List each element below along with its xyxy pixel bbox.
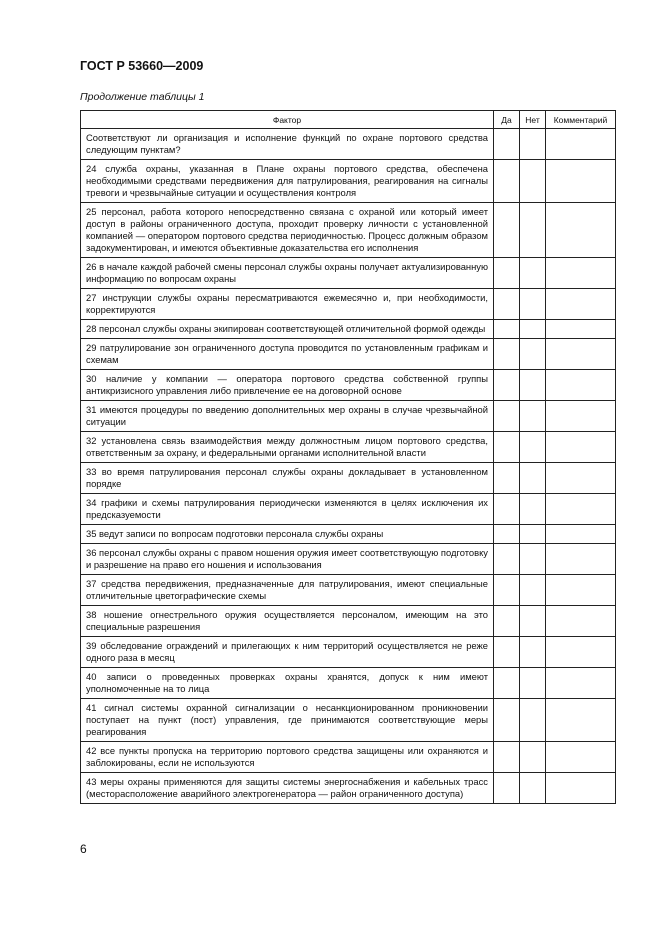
factor-cell: 24 служба охраны, указанная в Плане охраны портового средства, обеспечена необходимыми средствами передвижения для патрулирования, реагирования на сигналы тревоги и чрезвычайные ситуации и осуществления контроля: [81, 160, 494, 203]
yes-cell: [494, 401, 520, 432]
table-row: [81, 699, 616, 742]
comment-cell: [546, 606, 616, 637]
factor-cell: 38 ношение огнестрельного оружия осуществляется персоналом, имеющим на это специальные разрешения: [81, 606, 494, 637]
table-row: [81, 289, 616, 320]
table-row: [81, 544, 616, 575]
yes-cell: [494, 463, 520, 494]
factor-cell: 33 во время патрулирования персонал службы охраны докладывает в установленном порядке: [81, 463, 494, 494]
comment-cell: [546, 370, 616, 401]
comment-cell: [546, 432, 616, 463]
no-cell: [520, 289, 546, 320]
yes-cell: [494, 668, 520, 699]
no-cell: [520, 160, 546, 203]
comment-cell: [546, 494, 616, 525]
no-cell: [520, 320, 546, 339]
document-standard-title: ГОСТ Р 53660—2009: [80, 59, 204, 73]
no-cell: [520, 575, 546, 606]
table-row: [81, 370, 616, 401]
factor-cell: Соответствуют ли организация и исполнение функций по охране портового средства следующим пунктам?: [81, 129, 494, 160]
yes-cell: [494, 494, 520, 525]
factor-cell: 30 наличие у компании — оператора портового средства собственной группы антикризисного управления либо привлечение ее на договорной основе: [81, 370, 494, 401]
no-cell: [520, 742, 546, 773]
no-cell: [520, 525, 546, 544]
no-cell: [520, 370, 546, 401]
table-row: [81, 668, 616, 699]
yes-cell: [494, 575, 520, 606]
comment-cell: [546, 203, 616, 258]
no-cell: [520, 544, 546, 575]
factor-cell: 43 меры охраны применяются для защиты системы энергоснабжения и кабельных трасс (месторасположение аварийного электрогенератора — район ограниченного доступа): [81, 773, 494, 804]
column-header-factor: Фактор: [81, 111, 494, 129]
page-number: 6: [80, 842, 87, 856]
column-header-no: Нет: [520, 111, 546, 129]
no-cell: [520, 129, 546, 160]
comment-cell: [546, 320, 616, 339]
no-cell: [520, 339, 546, 370]
yes-cell: [494, 606, 520, 637]
table-row: [81, 320, 616, 339]
factor-cell: 31 имеются процедуры по введению дополнительных мер охраны в случае чрезвычайной ситуации: [81, 401, 494, 432]
yes-cell: [494, 544, 520, 575]
table-row: [81, 401, 616, 432]
comment-cell: [546, 258, 616, 289]
table-row: [81, 742, 616, 773]
comment-cell: [546, 575, 616, 606]
yes-cell: [494, 129, 520, 160]
no-cell: [520, 401, 546, 432]
yes-cell: [494, 525, 520, 544]
table-row: [81, 525, 616, 544]
no-cell: [520, 494, 546, 525]
factor-cell: 42 все пункты пропуска на территорию портового средства защищены или охраняются и заблокированы, если не используются: [81, 742, 494, 773]
yes-cell: [494, 773, 520, 804]
column-header-comment: Комментарий: [546, 111, 616, 129]
yes-cell: [494, 203, 520, 258]
factor-cell: 32 установлена связь взаимодействия между должностным лицом портового средства, ответственным за охрану, и федеральными органами исполнительной власти: [81, 432, 494, 463]
factor-cell: 35 ведут записи по вопросам подготовки персонала службы охраны: [81, 525, 494, 544]
comment-cell: [546, 742, 616, 773]
comment-cell: [546, 773, 616, 804]
yes-cell: [494, 699, 520, 742]
table-row: [81, 160, 616, 203]
yes-cell: [494, 258, 520, 289]
factor-cell: 34 графики и схемы патрулирования периодически изменяются в целях исключения их предсказуемости: [81, 494, 494, 525]
table-header-row: [81, 111, 616, 129]
factor-cell: 36 персонал службы охраны с правом ношения оружия имеет соответствующую подготовку и разрешение на право его ношения и использования: [81, 544, 494, 575]
yes-cell: [494, 339, 520, 370]
comment-cell: [546, 401, 616, 432]
table-row: [81, 129, 616, 160]
column-header-yes: Да: [494, 111, 520, 129]
factor-cell: 40 записи о проведенных проверках охраны хранятся, допуск к ним имеют уполномоченные на то лица: [81, 668, 494, 699]
factor-cell: 28 персонал службы охраны экипирован соответствующей отличительной формой одежды: [81, 320, 494, 339]
no-cell: [520, 773, 546, 804]
yes-cell: [494, 432, 520, 463]
table-row: [81, 637, 616, 668]
comment-cell: [546, 160, 616, 203]
no-cell: [520, 203, 546, 258]
no-cell: [520, 463, 546, 494]
table-row: [81, 494, 616, 525]
table-continuation-caption: Продолжение таблицы 1: [80, 91, 205, 103]
no-cell: [520, 699, 546, 742]
yes-cell: [494, 742, 520, 773]
table-row: [81, 606, 616, 637]
factor-cell: 37 средства передвижения, предназначенные для патрулирования, имеют специальные отличительные цветографические схемы: [81, 575, 494, 606]
no-cell: [520, 432, 546, 463]
table-row: [81, 575, 616, 606]
table-row: [81, 432, 616, 463]
yes-cell: [494, 160, 520, 203]
table-row: [81, 463, 616, 494]
yes-cell: [494, 637, 520, 668]
table-row: [81, 339, 616, 370]
factors-table: [80, 110, 616, 804]
table-row: [81, 773, 616, 804]
factor-cell: 26 в начале каждой рабочей смены персонал службы охраны получает актуализированную информацию по вопросам охраны: [81, 258, 494, 289]
factor-cell: 25 персонал, работа которого непосредственно связана с охраной или который имеет доступ в районы ограниченного доступа, проходит проверку личности с установленной компанией — оператором портового средства периодичностью. Процесс должным образом задокументирован, и имеются объективные доказательства его исполнения: [81, 203, 494, 258]
yes-cell: [494, 370, 520, 401]
comment-cell: [546, 668, 616, 699]
comment-cell: [546, 637, 616, 668]
comment-cell: [546, 289, 616, 320]
yes-cell: [494, 320, 520, 339]
no-cell: [520, 606, 546, 637]
comment-cell: [546, 699, 616, 742]
factor-cell: 41 сигнал системы охранной сигнализации о несанкционированном проникновении поступает на пункт (пост) управления, где принимаются соответствующие меры реагирования: [81, 699, 494, 742]
factor-cell: 27 инструкции службы охраны пересматриваются ежемесячно и, при необходимости, корректируются: [81, 289, 494, 320]
table-row: [81, 258, 616, 289]
no-cell: [520, 637, 546, 668]
no-cell: [520, 668, 546, 699]
table-row: [81, 203, 616, 258]
no-cell: [520, 258, 546, 289]
comment-cell: [546, 339, 616, 370]
comment-cell: [546, 525, 616, 544]
factor-cell: 29 патрулирование зон ограниченного доступа проводится по установленным графикам и схемам: [81, 339, 494, 370]
comment-cell: [546, 463, 616, 494]
table-body: [81, 129, 616, 804]
comment-cell: [546, 129, 616, 160]
yes-cell: [494, 289, 520, 320]
comment-cell: [546, 544, 616, 575]
factor-cell: 39 обследование ограждений и прилегающих к ним территорий осуществляется не реже одного раза в месяц: [81, 637, 494, 668]
